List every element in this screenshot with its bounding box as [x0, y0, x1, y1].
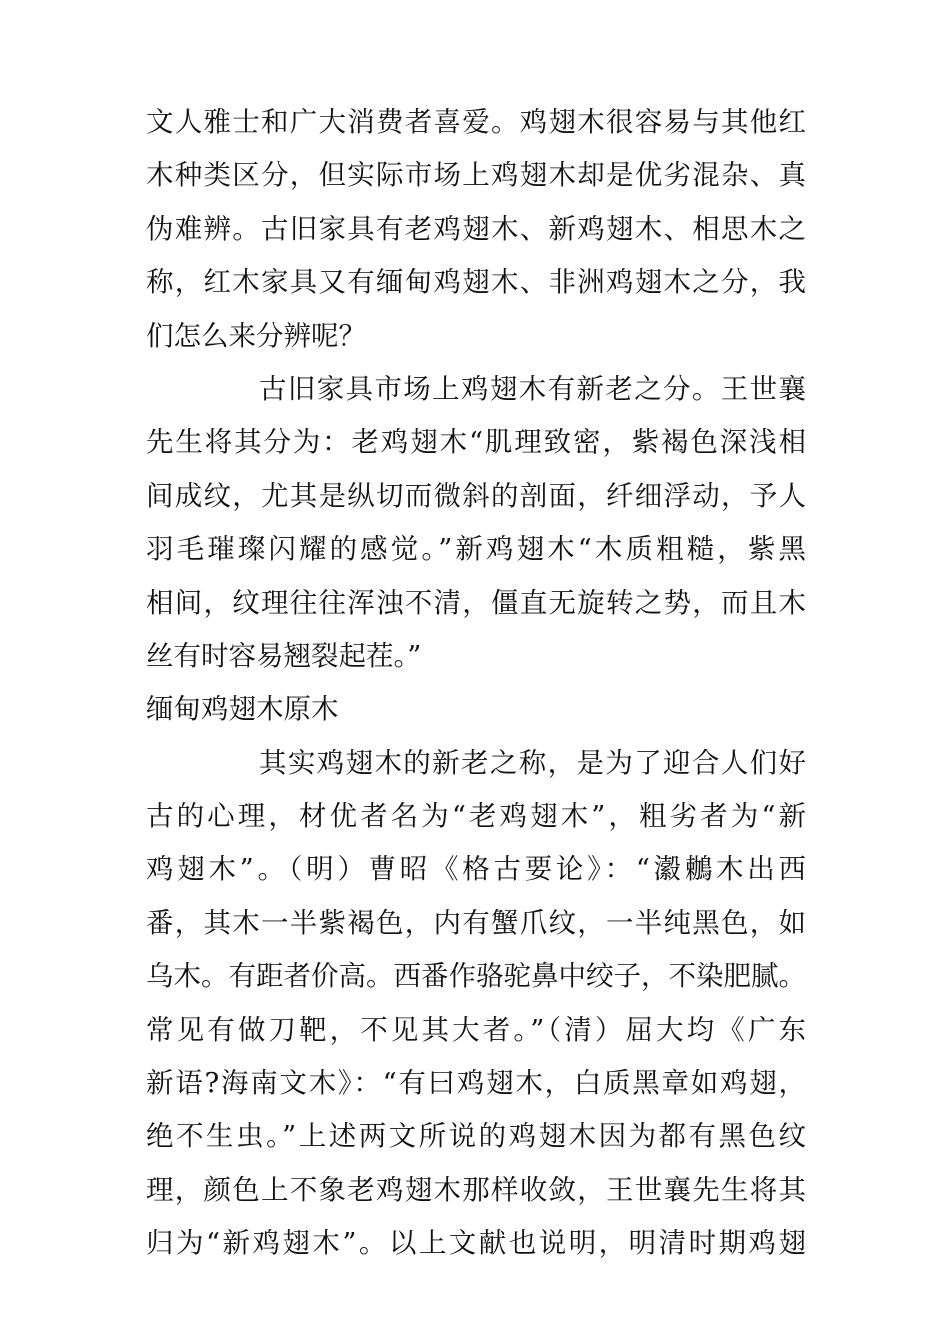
- text-line: 们怎么来分辨呢？: [146, 319, 366, 352]
- text-line: 羽毛璀璨闪耀的感觉。”新鸡翅木“木质粗糙，紫黑: [146, 533, 806, 566]
- text-line: 归为“新鸡翅木”。以上文献也说明，明清时期鸡翅: [146, 1227, 806, 1260]
- text-line: 番，其木一半紫褐色，内有蟹爪纹，一半纯黑色，如: [146, 906, 806, 939]
- text-line: 古的心理，材优者名为“老鸡翅木”，粗劣者为“新: [146, 800, 806, 833]
- text-line: 乌木。有距者价高。西番作骆驼鼻中绞子，不染肥腻。: [146, 960, 806, 993]
- text-line: 常见有做刀靶，不见其大者。”（清）屈大均《广东: [146, 1013, 806, 1046]
- body-text: [146, 96, 806, 1271]
- text-line: 先生将其分为：老鸡翅木“肌理致密，紫褐色深浅相: [146, 426, 806, 459]
- text-line: 伪难辨。古旧家具有老鸡翅木、新鸡翅木、相思木之: [146, 212, 806, 245]
- text-line: 木种类区分，但实际市场上鸡翅木却是优劣混杂、真: [146, 159, 806, 192]
- text-line: 绝不生虫。”上述两文所说的鸡翅木因为都有黑色纹: [146, 1120, 806, 1153]
- text-line: 文人雅士和广大消费者喜爱。鸡翅木很容易与其他红: [146, 106, 806, 138]
- text-line: 丝有时容易翘裂起茬。”: [146, 639, 422, 672]
- text-line: 新语?海南文木》：“有曰鸡翅木，白质黑章如鸡翅，: [146, 1067, 806, 1100]
- paragraph-first-line: 其实鸡翅木的新老之称，是为了迎合人们好: [259, 746, 806, 779]
- text-line: 间成纹，尤其是纵切而微斜的剖面，纤细浮动，予人: [146, 479, 806, 512]
- image-caption: 缅甸鸡翅木原木: [146, 693, 339, 726]
- text-line: 理，颜色上不象老鸡翅木那样收敛，王世襄先生将其: [146, 1173, 806, 1206]
- text-line: 鸡翅木”。（明）曹昭《格古要论》：“瀫鶒木出西: [146, 853, 806, 886]
- text-line: 称，红木家具又有缅甸鸡翅木、非洲鸡翅木之分，我: [146, 266, 806, 299]
- text-line: 相间，纹理往往浑浊不清，僵直无旋转之势，而且木: [146, 586, 806, 619]
- paragraph-first-line: 古旧家具市场上鸡翅木有新老之分。王世襄: [259, 372, 806, 405]
